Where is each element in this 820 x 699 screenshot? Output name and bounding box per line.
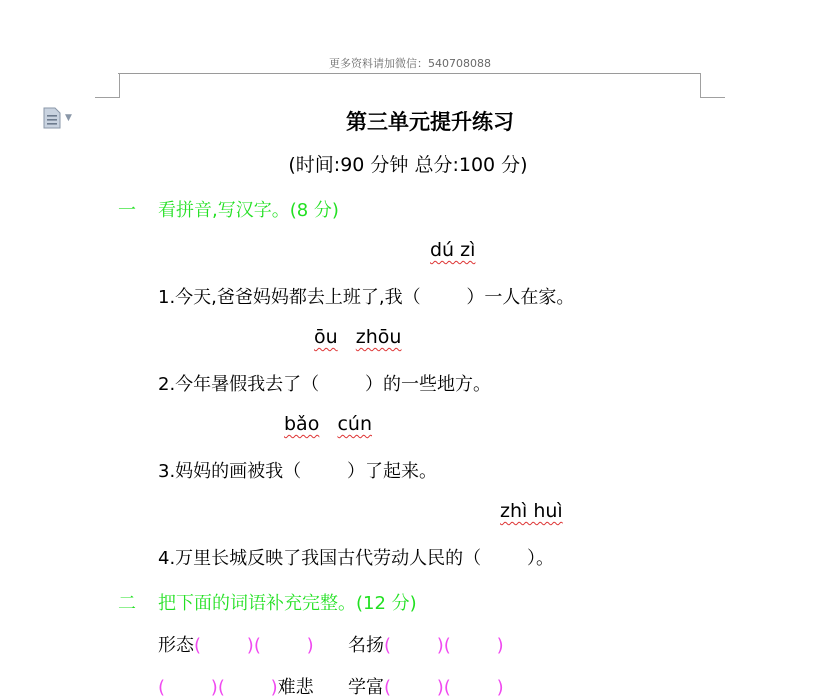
question-1: 1.今天,爸爸妈妈都去上班了,我（ ）一人在家。 xyxy=(158,287,575,308)
pinyin-q2: ōu zhōu xyxy=(314,326,402,348)
pinyin-q1: dú zì xyxy=(430,239,476,261)
section-heading-1 xyxy=(118,196,339,222)
section-text: 看拼音,写汉字。(8 分) xyxy=(158,200,339,221)
margin-corner-left xyxy=(95,73,120,98)
idiom-row-2: ( )( )难悲 学富( )( ) xyxy=(158,677,504,698)
header-note: 更多资料请加微信：540708088 xyxy=(329,57,491,70)
question-4: 4.万里长城反映了我国古代劳动人民的（ ）。 xyxy=(158,548,554,569)
margin-corner-right xyxy=(700,73,725,98)
section-heading-2 xyxy=(118,589,417,615)
section-number: 二 xyxy=(118,593,136,614)
pinyin-q4: zhì huì xyxy=(500,500,563,522)
idiom-row-1: 形态( )( ) 名扬( )( ) xyxy=(158,635,504,656)
section-text: 把下面的词语补充完整。(12 分) xyxy=(158,593,417,614)
section-number: 一 xyxy=(118,200,136,221)
page-title: 第三单元提升练习 xyxy=(346,110,514,134)
chevron-down-icon: ▼ xyxy=(65,113,72,123)
question-3: 3.妈妈的画被我（ ）了起来。 xyxy=(158,461,437,482)
header-rule xyxy=(118,73,700,74)
pinyin-q3: bǎo cún xyxy=(284,413,372,435)
question-2: 2.今年暑假我去了（ ）的一些地方。 xyxy=(158,374,491,395)
page-subtitle: (时间:90 分钟 总分:100 分) xyxy=(288,154,528,176)
